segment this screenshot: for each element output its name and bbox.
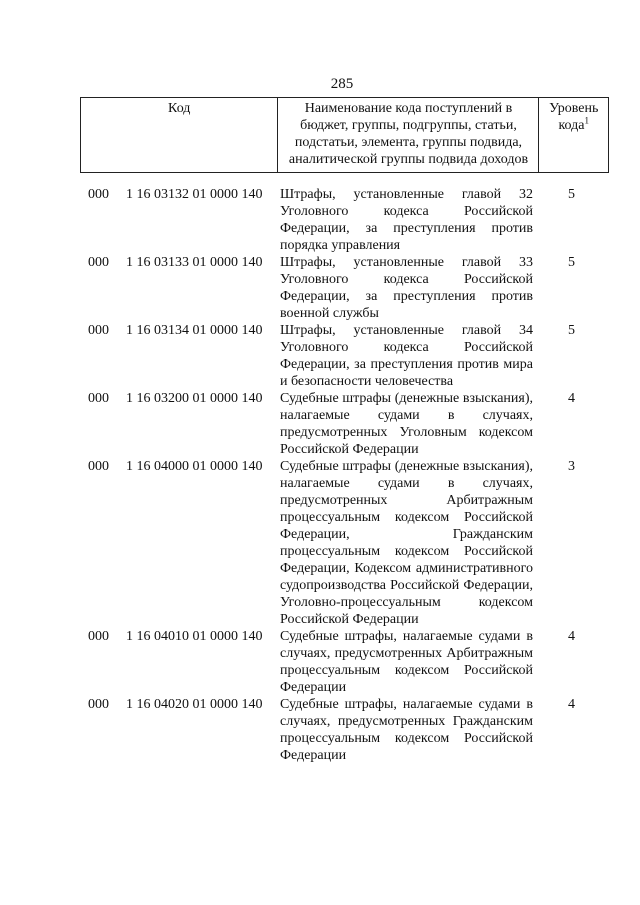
row-admin-code: 000 <box>88 459 109 474</box>
row-name: Судебные штрафы (денежные взыскания), налагаемые судами в случаях, предусмотренных Арбитражным процессуальным кодексом Российской Федерации, Гражданским процессуальным кодексом Российской Федерации, Кодексом административного судопроизводства Российской Федерации, Уголовно-процессуальным кодексом Российской Федерации <box>280 459 533 627</box>
row-budget-code: 1 16 03132 01 0000 140 <box>126 187 263 202</box>
row-admin-code: 000 <box>88 187 109 202</box>
table-row <box>88 458 610 628</box>
table-row <box>88 322 610 390</box>
row-name: Судебные штрафы, налагаемые судами в случаях, предусмотренных Гражданским процессуальным кодексом Российской Федерации <box>280 697 533 763</box>
table-row <box>88 186 610 254</box>
header-code: Код <box>81 98 278 169</box>
page-number: 285 <box>330 76 354 92</box>
table-header <box>80 97 609 173</box>
row-admin-code: 000 <box>88 391 109 406</box>
table-row <box>88 390 610 458</box>
row-level: 4 <box>568 697 575 712</box>
header-bottom-level <box>539 168 609 173</box>
header-level-label: Уровень кода <box>549 101 599 133</box>
header-level-footnote: 1 <box>584 115 589 126</box>
row-level: 5 <box>568 255 575 270</box>
header-bottom-name <box>278 168 539 173</box>
header-name: Наименование кода поступлений в бюджет, группы, подгруппы, статьи, подстатьи, элемента, группы подвида, аналитической группы подвида доходов <box>278 98 539 169</box>
row-budget-code: 1 16 03200 01 0000 140 <box>126 391 263 406</box>
header-bottom-code <box>81 168 278 173</box>
row-budget-code: 1 16 04010 01 0000 140 <box>126 629 263 644</box>
row-budget-code: 1 16 03133 01 0000 140 <box>126 255 263 270</box>
row-admin-code: 000 <box>88 629 109 644</box>
row-admin-code: 000 <box>88 255 109 270</box>
header-level <box>539 98 609 169</box>
row-admin-code: 000 <box>88 697 109 712</box>
row-budget-code: 1 16 03134 01 0000 140 <box>126 323 263 338</box>
row-level: 4 <box>568 629 575 644</box>
row-level: 5 <box>568 187 575 202</box>
row-budget-code: 1 16 04000 01 0000 140 <box>126 459 263 474</box>
row-level: 4 <box>568 391 575 406</box>
table-row <box>88 628 610 696</box>
row-name: Судебные штрафы (денежные взыскания), налагаемые судами в случаях, предусмотренных Уголовным кодексом Российской Федерации <box>280 391 533 457</box>
row-level: 3 <box>568 459 575 474</box>
row-level: 5 <box>568 323 575 338</box>
table-row <box>88 254 610 322</box>
row-budget-code: 1 16 04020 01 0000 140 <box>126 697 263 712</box>
row-admin-code: 000 <box>88 323 109 338</box>
table-row <box>88 696 610 764</box>
row-name: Судебные штрафы, налагаемые судами в случаях, предусмотренных Арбитражным процессуальным кодексом Российской Федерации <box>280 629 533 695</box>
row-name: Штрафы, установленные главой 33 Уголовного кодекса Российской Федерации, за преступления против военной службы <box>280 255 533 321</box>
row-name: Штрафы, установленные главой 34 Уголовного кодекса Российской Федерации, за преступления против мира и безопасности человечества <box>280 323 533 389</box>
table-body <box>88 186 610 764</box>
row-name: Штрафы, установленные главой 32 Уголовного кодекса Российской Федерации, за преступления против порядка управления <box>280 187 533 253</box>
